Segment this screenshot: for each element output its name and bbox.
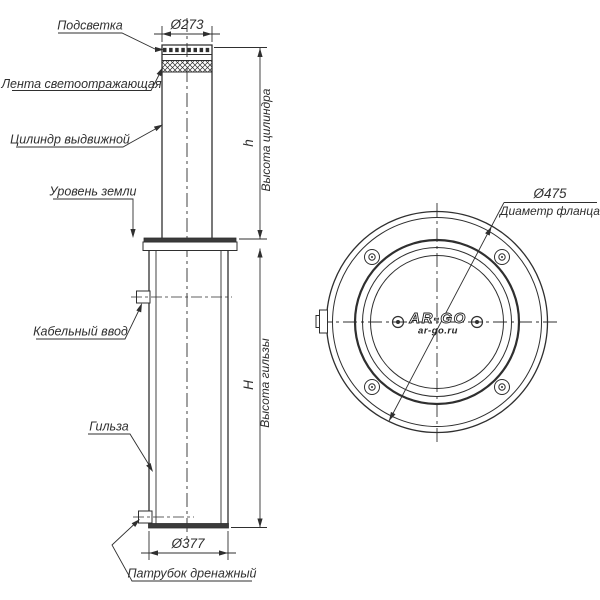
cable-entry-fitting (131, 291, 232, 303)
dim-377-arrow-left (149, 550, 158, 555)
ground-flange (143, 238, 237, 251)
label-illumination: Подсветка (57, 18, 123, 33)
label-retractable-cylinder: Цилиндр выдвижной (10, 132, 130, 147)
top-view (316, 186, 600, 442)
leader-cable-entry-arrow (136, 302, 144, 312)
dim-text-top-diameter: Ø273 (170, 17, 204, 32)
leader-ground-level-arrow (130, 229, 135, 238)
label-reflective-tape: Лента светоотражающая (1, 77, 162, 91)
brand-logo (408, 310, 467, 337)
dim-H-arrow-top (257, 249, 262, 258)
dim-text-h-symbol: h (241, 139, 256, 147)
leader-sleeve-arrow (146, 463, 155, 473)
label-ground-level: Уровень земли (49, 184, 137, 199)
bolt-bottom-right (495, 380, 510, 395)
bolt-bottom-left (365, 380, 380, 395)
dim-text-cylinder-height: Высота цилиндра (259, 88, 273, 192)
sleeve-bottom-plate (149, 524, 229, 529)
drain-pipe-fitting (133, 511, 194, 523)
bolt-top-right (495, 250, 510, 265)
leader-illumination (58, 33, 156, 50)
cable-entry-tab-top-view (316, 310, 328, 333)
brand-logo-text: AR-GO (409, 310, 467, 327)
label-drain-pipe: Патрубок дренажный (127, 566, 257, 581)
brand-website-text: ar-go.ru (418, 325, 458, 337)
callout-leaders (12, 33, 252, 581)
reflective-tape-band (162, 61, 212, 73)
leader-ground-level (53, 199, 133, 231)
dim-h-arrow-bottom (257, 230, 262, 239)
dim-H-arrow-bottom (257, 519, 262, 528)
dim-text-H-symbol: H (241, 380, 256, 390)
sleeve-walls (149, 251, 229, 529)
label-sleeve: Гильза (89, 419, 129, 434)
label-flange-diameter: Диаметр фланца (500, 204, 600, 218)
bolt-top-left (365, 250, 380, 265)
dim-273-arrow-left (162, 31, 171, 36)
dim-text-base-diameter: Ø377 (171, 536, 205, 551)
label-cable-entry: Кабельный ввод (33, 324, 128, 339)
leader-sleeve (88, 434, 150, 467)
dim-text-sleeve-height: Высота гильзы (258, 338, 272, 428)
side-view (0, 17, 273, 581)
dim-377-arrow-right (219, 550, 228, 555)
leader-retractable-cylinder-arrow (154, 122, 164, 131)
dim-text-flange-diameter: Ø475 (533, 186, 567, 201)
dim-273-arrow-right (203, 31, 212, 36)
dim-h-arrow-top (257, 48, 262, 57)
